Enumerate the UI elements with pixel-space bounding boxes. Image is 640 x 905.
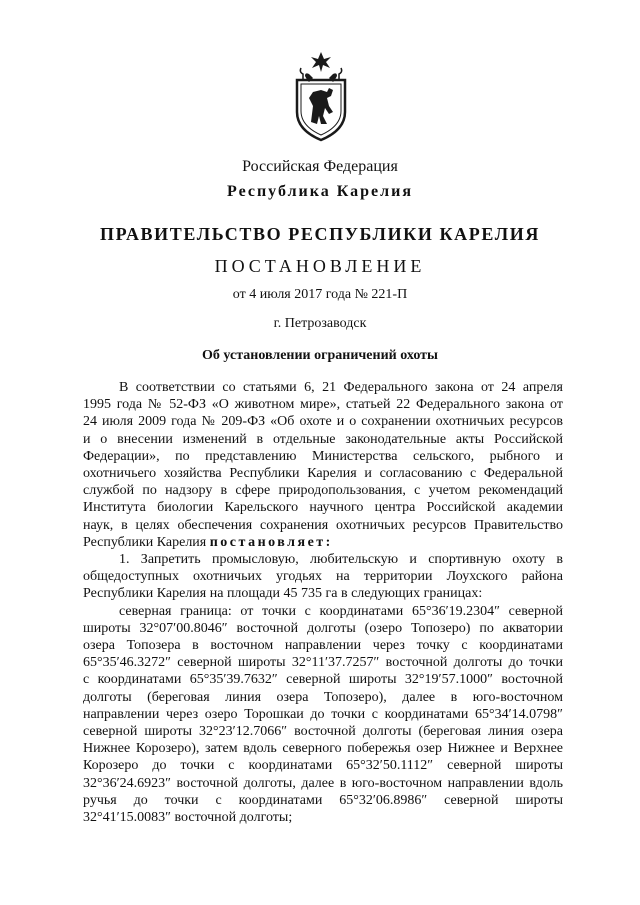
body-line: Федерации», по представлению Министерства сельского, рыбного и bbox=[83, 448, 563, 464]
document-subject: Об установлении ограничений охоты bbox=[202, 348, 438, 363]
body-line: наук, в целях обеспечения сохранения охотничьих ресурсов Правительство bbox=[83, 517, 563, 533]
body-line: 1995 года № 52-ФЗ «О животном мире», статьей 22 Федерального закона от bbox=[83, 397, 563, 413]
decree-word: постановляет: bbox=[209, 534, 333, 550]
clause-1-line: 1. Запретить промысловую, любительскую и спортивную охоту в bbox=[119, 552, 563, 568]
government-title: ПРАВИТЕЛЬСТВО РЕСПУБЛИКИ КАРЕЛИЯ bbox=[100, 224, 540, 244]
karelia-coat-of-arms-emblem bbox=[291, 50, 351, 142]
body-line: Корозеро до точки с координатами 65°32′50.1112″ северной широты bbox=[83, 758, 563, 774]
body-line: Нижнее Корозеро), затем вдоль северного побережья озер Нижнее и Верхнее bbox=[83, 741, 563, 757]
body-line: службой по надзору в сфере природопользования, с учетом рекомендаций bbox=[83, 483, 563, 499]
body-line: общедоступных охотничьих угодьях на территории Лоухского района bbox=[83, 569, 563, 585]
country-name: Российская Федерация bbox=[242, 158, 398, 175]
body-line: озера Топозера в восточном направлении через точку с координатами bbox=[83, 638, 563, 654]
body-line: долготы (береговая линия озера Топозеро), далее в юго-восточном bbox=[83, 689, 563, 705]
body-line: северная граница: от точки с координатами 65°36′19.2304″ северной bbox=[119, 603, 563, 619]
body-line: 65°35′46.3272″ северной широты 32°11′37.7257″ восточной долготы до точки bbox=[83, 655, 563, 671]
date-line: от 4 июля 2017 года № 221-П bbox=[232, 287, 408, 302]
body-line: 32°41′15.0083″ восточной долготы; bbox=[83, 810, 293, 826]
body-line: 32°36′24.6923″ восточной долготы, далее в юго-восточном направлении вдоль bbox=[83, 775, 563, 791]
body-line: и о внесении изменений в отдельные законодательные акты Российской bbox=[83, 431, 563, 447]
body-line: ручья до точки с координатами 65°32′06.8986″ северной широты bbox=[83, 792, 563, 808]
body-line: Республики Карелия на площади 45 735 га в следующих границах: bbox=[83, 586, 483, 602]
body-line: 24 июля 2009 года № 209-ФЗ «Об охоте и о сохранении охотничьих ресурсов bbox=[83, 414, 563, 430]
body-line: северной широты 32°23′12.7066″ восточной долготы (береговая линия озера bbox=[83, 724, 563, 740]
document-body bbox=[83, 379, 563, 826]
body-line: направлении через озеро Торошкаи до точки с координатами 65°34′14.0798″ bbox=[83, 706, 563, 722]
body-line: В соответствии со статьями 6, 21 Федерального закона от 24 апреля bbox=[119, 380, 563, 395]
body-line: широты 32°07′00.8046″ восточной долготы (озеро Топозеро) по акватории bbox=[83, 620, 563, 636]
body-line: охотничьего хозяйства Республики Карелия и согласованию с Федеральной bbox=[83, 466, 563, 482]
document-type: ПОСТАНОВЛЕНИЕ bbox=[214, 256, 426, 276]
body-line: с координатами 65°35′39.7632″ северной широты 32°19′57.1000″ восточной bbox=[83, 672, 563, 688]
city-name: г. Петрозаводск bbox=[273, 316, 367, 331]
republic-name: Республика Карелия bbox=[227, 183, 413, 200]
body-line-with-decree bbox=[83, 534, 563, 551]
body-line: Республики Карелия bbox=[83, 534, 210, 550]
body-line: Института биологии Карельского научного центра Российской академии bbox=[83, 500, 563, 516]
